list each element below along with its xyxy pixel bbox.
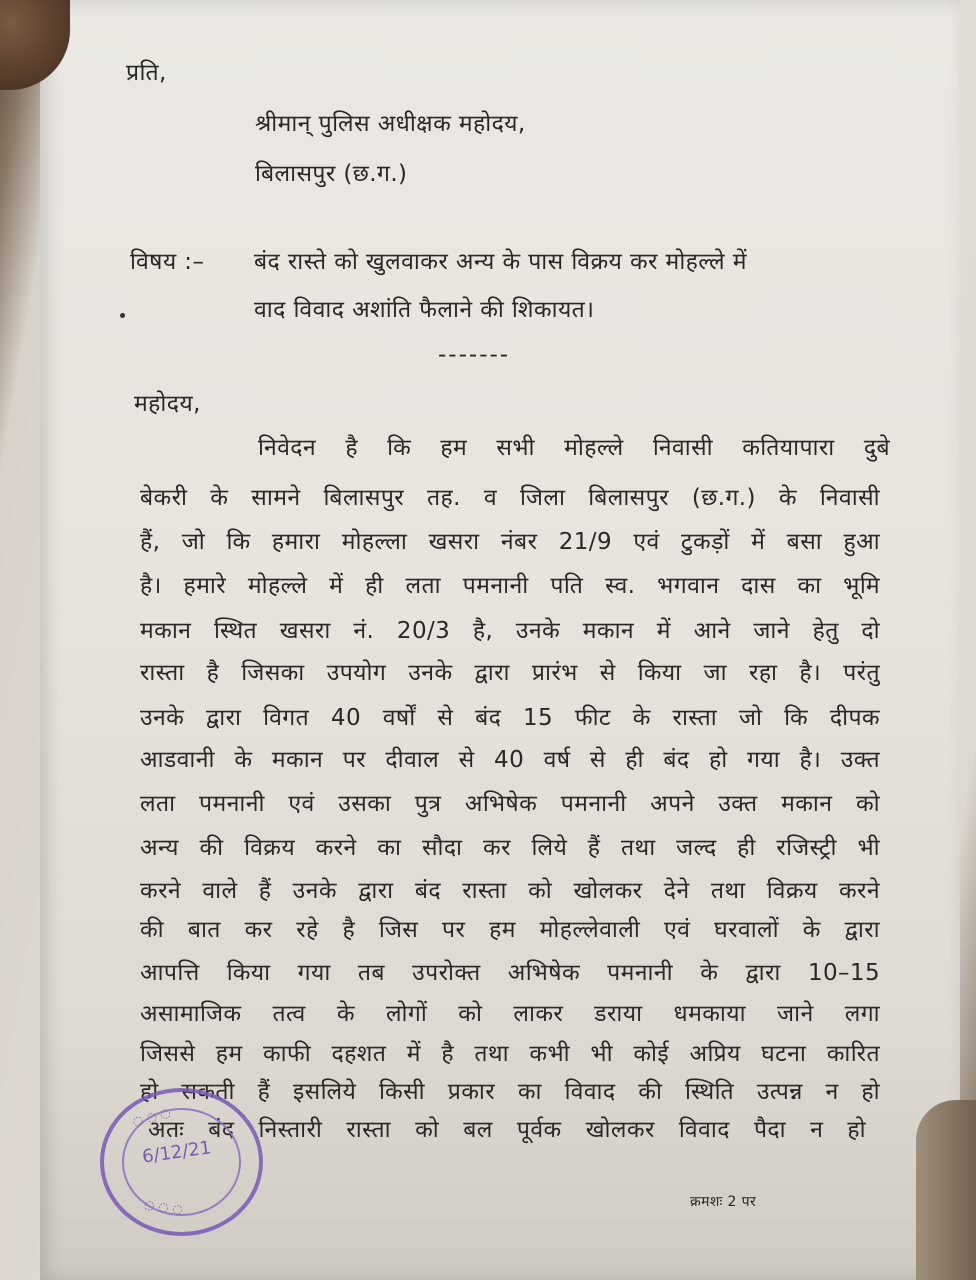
body-line: अतः बंद निस्तारी रास्ता को बल पूर्वक खोलकर विवाद पैदा न हो [148, 1117, 866, 1143]
body-line: मकान स्थित खसरा नं. 20/3 है, उनके मकान में आने जाने हेतु दो [140, 618, 880, 644]
body-line: रास्ता है जिसका उपयोग उनके द्वारा प्रारंभ से किया जा रहा है। परंतु [140, 660, 880, 686]
body-line: आपत्ति किया गया तब उपरोक्त अभिषेक पमनानी के द्वारा 10–15 [140, 960, 880, 986]
recipient-city: बिलासपुर (छ.ग.) [255, 161, 408, 187]
stamp-arc-bottom: ◌ ◌ ◌ [143, 1197, 184, 1217]
official-stamp [100, 1088, 263, 1236]
subject-label: विषय :– [130, 249, 205, 275]
body-line: बेकरी के सामने बिलासपुर तह. व जिला बिलासपुर (छ.ग.) के निवासी [140, 485, 880, 511]
to-label: प्रति, [126, 60, 167, 86]
stamp-arc-top: ◌ ◌ ◌ [130, 1105, 173, 1129]
body-line: जिससे हम काफी दहशत में है तथा कभी भी कोई अप्रिय घटना कारित [140, 1041, 880, 1067]
continued-note: क्रमशः 2 पर [690, 1194, 757, 1210]
body-line: हैं, जो कि हमारा मोहल्ला खसरा नंबर 21/9 एवं टुकड़ों में बसा हुआ [140, 529, 880, 555]
body-line: हो सकती हैं इसलिये किसी प्रकार का विवाद की स्थिति उत्पन्न न हो [140, 1079, 880, 1105]
body-line: लता पमनानी एवं उसका पुत्र अभिषेक पमनानी अपने उक्त मकान को [140, 791, 880, 817]
margin-dot [120, 313, 125, 318]
greeting: महोदय, [134, 391, 201, 417]
subject-line-2: वाद विवाद अशांति फैलाने की शिकायत। [254, 297, 595, 323]
body-line: अन्य की विक्रय करने का सौदा कर लिये हैं तथा जल्द ही रजिस्ट्री भी [140, 835, 880, 861]
recipient-title: श्रीमान् पुलिस अधीक्षक महोदय, [255, 111, 526, 137]
body-line: की बात कर रहे है जिस पर हम मोहल्लेवाली एवं घरवालों के द्वारा [140, 917, 880, 943]
hand-edge [916, 1100, 976, 1280]
body-line: करने वाले हैं उनके द्वारा बंद रास्ता को खोलकर देने तथा विक्रय करने [140, 878, 880, 904]
body-line: आडवानी के मकान पर दीवाल से 40 वर्ष से ही बंद हो गया है। उक्त [140, 747, 880, 773]
stamp-handwritten-date: 6/12/21 [140, 1137, 213, 1168]
subject-line-1: बंद रास्ते को खुलवाकर अन्य के पास विक्रय कर मोहल्ले में [254, 249, 747, 275]
body-line: निवेदन है कि हम सभी मोहल्ले निवासी कतियापारा दुबे [258, 435, 890, 461]
body-line: असामाजिक तत्व के लोगों को लाकर डराया धमकाया जाने लगा [140, 1001, 880, 1027]
body-line: है। हमारे मोहल्ले में ही लता पमनानी पति स्व. भगवान दास का भूमि [140, 573, 880, 599]
separator: ------- [438, 342, 511, 368]
body-line: उनके द्वारा विगत 40 वर्षों से बंद 15 फीट के रास्ता जो कि दीपक [140, 705, 880, 731]
